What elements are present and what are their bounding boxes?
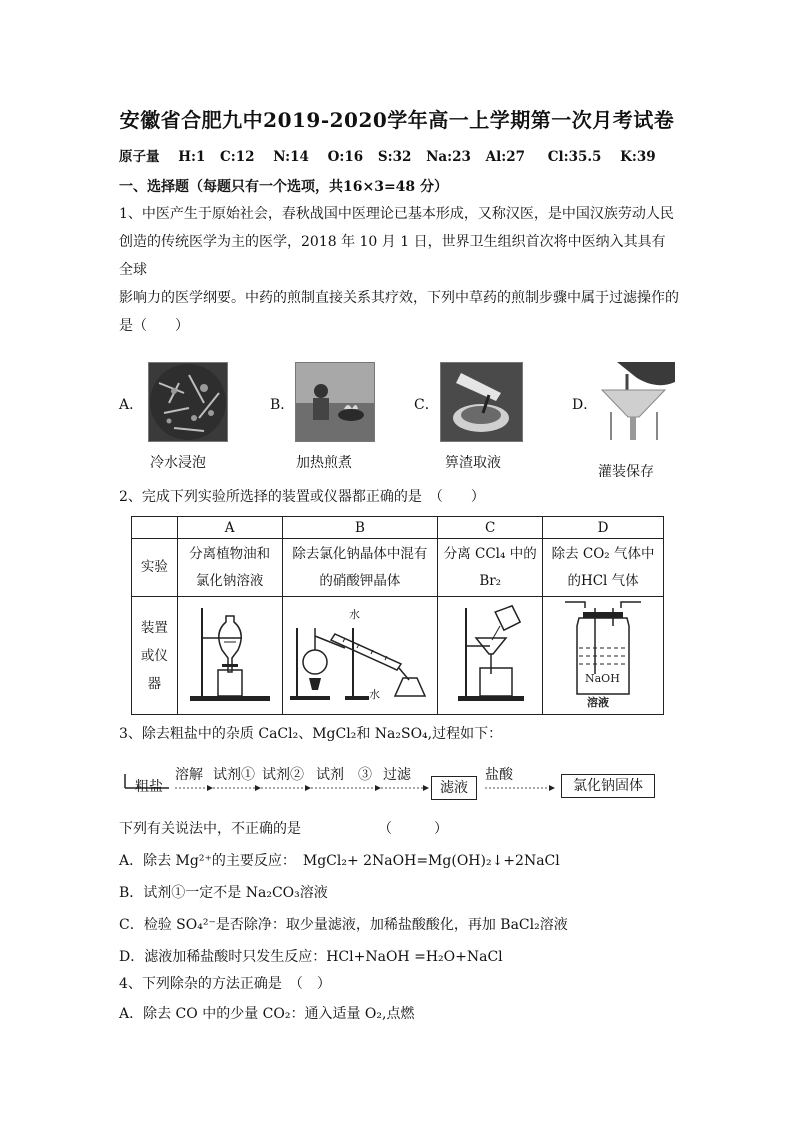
cell-line: 分离植物油和 [189, 545, 271, 562]
q1-stem [119, 200, 679, 340]
q4-option-a: A．除去 CO 中的少量 CO₂：通入适量 O₂,点燃 [119, 1006, 415, 1022]
boiling-scene-icon [296, 363, 374, 441]
table-row [132, 597, 664, 715]
q2-stem: 2、完成下列实验所选择的装置或仪器都正确的是 （ ） [119, 489, 485, 505]
soaking-herbs-icon [149, 363, 227, 441]
flow-start: 粗盐 [135, 779, 163, 795]
flow-step: 溶解 [175, 767, 203, 783]
q3-question: 下列有关说法中，不正确的是 （ ） [119, 821, 448, 837]
table-cell [543, 597, 664, 715]
q1-line: 影响力的医学纲要。中药的煎制直接关系其疗效，下列中草药的煎制步骤中属于过滤操作的 [119, 290, 679, 306]
filtration-funnel-icon [440, 598, 540, 710]
table-cell [438, 597, 543, 715]
q3-flow-diagram [119, 762, 679, 802]
table-header-cell: D [543, 517, 664, 539]
table-cell [282, 597, 438, 715]
q3-option-c: C．检验 SO₄²⁻是否除净：取少量滤液，加稀盐酸酸化，再加 BaCl₂溶液 [119, 917, 568, 933]
q1-option-a-image [148, 362, 228, 442]
q1-option-a-letter: A． [119, 397, 144, 413]
q2-table [131, 516, 664, 715]
q1-line: 创造的传统医学为主的医学，2018 年 10 月 1 日，世界卫生组织首次将中医纳入其具有全球 [119, 234, 666, 278]
table-header-cell: B [282, 517, 438, 539]
table-cell [282, 539, 438, 597]
q1-option-b-caption: 加热煎煮 [296, 455, 352, 471]
cell-line: 除去 CO₂ 气体中 [551, 545, 655, 562]
table-header-cell: C [438, 517, 543, 539]
straining-liquid-icon [441, 363, 522, 441]
q3-options [119, 813, 679, 973]
mass-item: Al:27 [485, 149, 526, 165]
mass-item: K:39 [620, 149, 656, 165]
q1-line: 1、中医产生于原始社会，春秋战国中医理论已基本形成，又称汉医，是中国汉族劳动人民 [119, 206, 674, 222]
q4-stem: 4、下列除杂的方法正确是 （ ） [119, 976, 331, 992]
mass-item: N:14 [273, 149, 309, 165]
mass-item: C:12 [220, 149, 255, 165]
q1-option-a-caption: 冷水浸泡 [150, 455, 206, 471]
q3-option-b: B．试剂①一定不是 Na₂CO₃溶液 [119, 885, 328, 901]
flow-step: 过滤 [383, 767, 411, 783]
solution-label: 溶液 [587, 695, 610, 709]
water-out-label: 水 [368, 687, 380, 701]
water-in-label: 水 [348, 607, 360, 621]
q1-option-b-image [295, 362, 375, 442]
q1-option-d-letter: D． [572, 397, 598, 413]
table-row [132, 539, 664, 597]
separatory-funnel-icon [180, 598, 280, 710]
atomic-mass-line [119, 145, 666, 165]
q1-option-c-image [440, 362, 523, 442]
gas-washing-bottle-icon [545, 598, 661, 710]
q1-option-c-caption: 箅渣取液 [445, 455, 501, 471]
cell-line: 的HCl 气体 [567, 572, 639, 589]
mass-item: H:1 [178, 149, 206, 165]
q1-line: 是（ ） [119, 318, 189, 334]
funnel-pouring-icon [597, 362, 675, 440]
table-cell [177, 539, 282, 597]
q3-stem: 3、除去粗盐中的杂质 CaCl₂、MgCl₂和 Na₂SO₄,过程如下： [119, 726, 503, 742]
table-row [132, 517, 664, 539]
table-cell [177, 597, 282, 715]
cell-line: 或仪 [140, 647, 168, 664]
table-header-cell: A [177, 517, 282, 539]
row-label [132, 597, 178, 715]
q1-option-d-image [597, 362, 675, 440]
cell-line: 器 [147, 675, 162, 692]
q3-option-d: D．滤液加稀盐酸时只发生反应：HCl+NaOH =H₂O+NaCl [119, 949, 503, 965]
mass-item: S:32 [377, 149, 412, 165]
page-title: 安徽省合肥九中2019-2020学年高一上学期第一次月考试卷 [119, 108, 675, 132]
mass-item: Cl:35.5 [547, 149, 602, 165]
flow-step: 试剂 ③ [316, 767, 372, 783]
cell-line: 的硝酸钾晶体 [319, 572, 401, 589]
q1-option-c-letter: C． [414, 397, 439, 413]
atomic-mass-label: 原子量 [119, 149, 160, 165]
q1-option-d-caption: 灌装保存 [598, 464, 654, 480]
naoh-label: NaOH [585, 671, 620, 685]
flow-step: 盐酸 [485, 767, 513, 783]
table-cell [438, 539, 543, 597]
table-header-cell [132, 517, 178, 539]
mass-item: Na:23 [426, 149, 471, 165]
q1-option-b-letter: B． [270, 397, 295, 413]
flow-step: 试剂② [262, 767, 304, 783]
cell-line: 分离 CCl₄ 中的 [443, 545, 537, 562]
flow-end-box: 氯化钠固体 [561, 774, 655, 798]
flow-step: 试剂① [213, 767, 255, 783]
cell-line: Br₂ [479, 572, 502, 589]
section-heading: 一、选择题（每题只有一个选项，共16×3=48 分） [119, 179, 449, 195]
q4-block [119, 969, 679, 1029]
cell-line: 除去氯化钠晶体中混有 [292, 545, 428, 562]
distillation-apparatus-icon [285, 598, 435, 710]
row-label: 实验 [132, 539, 178, 597]
cell-line: 氯化钠溶液 [195, 572, 264, 589]
mass-item: O:16 [327, 149, 364, 165]
cell-line: 装置 [140, 619, 168, 636]
table-cell [543, 539, 664, 597]
flow-filtrate-box: 滤液 [431, 776, 477, 800]
q3-option-a: A．除去 Mg²⁺的主要反应： MgCl₂+ 2NaOH=Mg(OH)₂↓+2NaCl [119, 853, 560, 869]
